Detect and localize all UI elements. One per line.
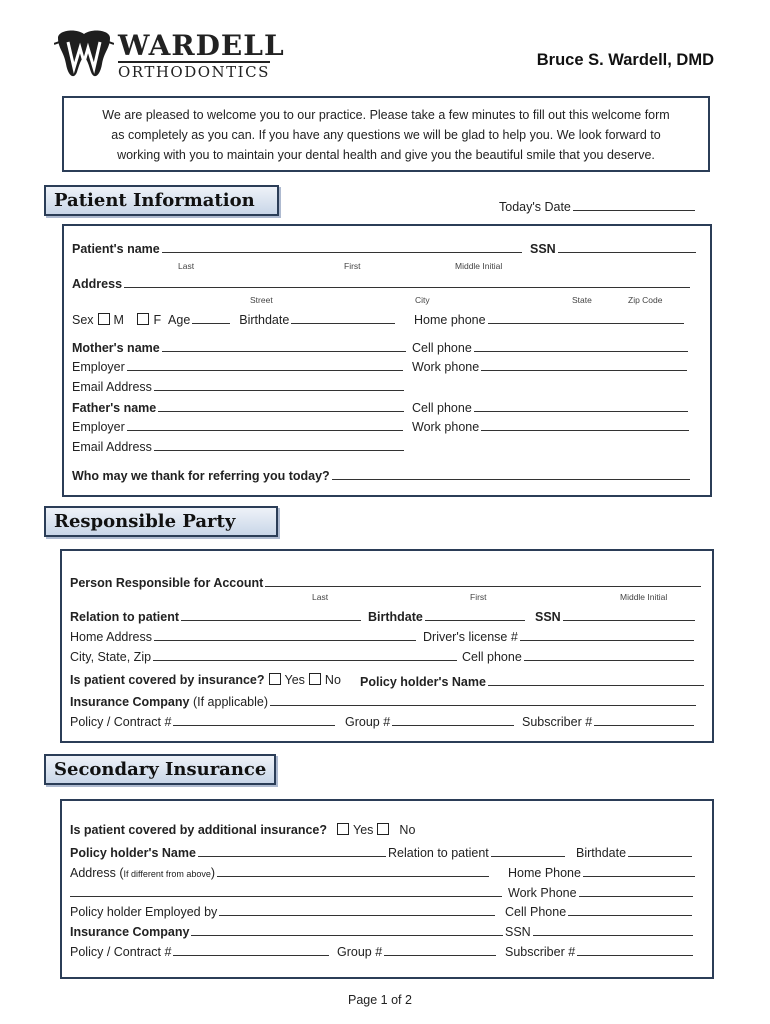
field-label: Cell phone xyxy=(462,650,522,664)
secondary-ssn-field[interactable] xyxy=(505,923,695,939)
field-label: Address ( xyxy=(70,866,124,880)
home-address-field[interactable] xyxy=(70,628,418,644)
field-label: Email Address xyxy=(72,380,152,394)
person-responsible-field[interactable] xyxy=(70,574,703,590)
group-number-field[interactable] xyxy=(345,713,516,729)
sub-label-first: First xyxy=(470,592,487,602)
drivers-license-field[interactable] xyxy=(423,628,696,644)
policy-contract-field[interactable] xyxy=(70,713,337,729)
subscriber-number-field[interactable] xyxy=(522,713,696,729)
insurance-company-field[interactable] xyxy=(70,693,698,709)
secondary-home-phone-field[interactable] xyxy=(508,864,697,880)
policy-holder-name-field[interactable] xyxy=(360,673,706,689)
secondary-insurance-company-field[interactable] xyxy=(70,923,505,939)
patient-address-field[interactable] xyxy=(72,275,692,291)
father-employer-field[interactable] xyxy=(72,418,405,434)
secondary-subscriber-field[interactable] xyxy=(505,943,695,959)
field-label: SSN xyxy=(505,925,531,939)
field-label: Policy / Contract # xyxy=(70,715,172,729)
field-label: Insurance Company xyxy=(70,925,190,939)
field-label: Birthdate xyxy=(368,610,423,624)
field-label: Home Address xyxy=(70,630,152,644)
father-work-phone-field[interactable] xyxy=(412,418,691,434)
secondary-cell-phone-field[interactable] xyxy=(505,903,694,919)
option-label: Yes xyxy=(284,673,305,687)
field-label: Birthdate xyxy=(239,313,290,327)
logo-subtitle: ORTHODONTICS xyxy=(118,63,270,81)
referral-field[interactable] xyxy=(72,467,692,483)
responsible-birthdate-field[interactable] xyxy=(368,608,527,624)
option-label: No xyxy=(399,823,416,837)
field-label: Driver's license # xyxy=(423,630,518,644)
age-input[interactable] xyxy=(192,311,230,324)
field-label: Work phone xyxy=(412,360,480,374)
secondary-insurance-heading xyxy=(44,754,276,785)
sub-label-last: Last xyxy=(312,592,329,602)
birthdate-input[interactable] xyxy=(291,311,395,324)
secondary-policy-field[interactable] xyxy=(70,943,331,959)
field-label: Policy / Contract # xyxy=(70,945,172,959)
field-label: Subscriber # xyxy=(505,945,576,959)
field-label: Who may we thank for referring you today? xyxy=(72,469,330,483)
field-label: Employer xyxy=(72,360,125,374)
sex-m-checkbox[interactable] xyxy=(98,313,110,325)
field-label: Work phone xyxy=(412,420,480,434)
covered-by-insurance-row xyxy=(70,673,341,687)
secondary-group-field[interactable] xyxy=(337,943,498,959)
field-label: Today's Date xyxy=(499,200,571,214)
patient-ssn-field[interactable] xyxy=(530,240,698,256)
insurance-yes-checkbox[interactable] xyxy=(269,673,281,685)
field-label: Insurance Company xyxy=(70,695,190,709)
father-cell-phone-field[interactable] xyxy=(412,399,690,415)
field-label: Cell phone xyxy=(412,401,472,415)
field-label: Address xyxy=(72,277,123,291)
field-label: Cell phone xyxy=(412,341,472,355)
welcome-line: as completely as you can. If you have any questions we will be glad to help you. We look forward to xyxy=(111,128,661,142)
option-label: No xyxy=(324,673,341,687)
field-label: Policy holder's Name xyxy=(360,675,486,689)
field-label: Age xyxy=(168,313,191,327)
field-label: Group # xyxy=(337,945,383,959)
field-label: SSN xyxy=(535,610,561,624)
welcome-message xyxy=(62,96,710,172)
field-label: Is patient covered by insurance? xyxy=(70,673,265,687)
logo-name: WARDELL xyxy=(118,29,285,62)
secondary-holder-name-field[interactable] xyxy=(70,844,388,860)
doctor-name: Bruce S. Wardell, DMD xyxy=(536,51,714,69)
option-label: Yes xyxy=(353,823,374,837)
additional-insurance-row xyxy=(70,823,415,837)
field-label: Relation to patient xyxy=(70,610,180,624)
responsible-party-heading xyxy=(44,506,278,537)
responsible-cell-phone-field[interactable] xyxy=(462,648,696,664)
field-label: Home Phone xyxy=(508,866,581,880)
secondary-birthdate-field[interactable] xyxy=(576,844,694,860)
sub-label-last: Last xyxy=(178,261,195,271)
mother-work-phone-field[interactable] xyxy=(412,358,689,374)
field-label: Employer xyxy=(72,420,125,434)
field-label: Work Phone xyxy=(508,886,577,900)
section-title: Secondary Insurance xyxy=(54,759,267,780)
secondary-address-line-2[interactable] xyxy=(70,884,502,900)
field-label: Birthdate xyxy=(576,846,627,860)
sex-f-checkbox[interactable] xyxy=(137,313,149,325)
field-label: Group # xyxy=(345,715,391,729)
additional-yes-checkbox[interactable] xyxy=(337,823,349,835)
option-label: M xyxy=(113,313,124,327)
field-label: SSN xyxy=(530,242,556,256)
sub-label-middle: Middle Initial xyxy=(455,261,503,271)
sub-label-street: Street xyxy=(250,295,273,305)
field-label: Policy holder Employed by xyxy=(70,905,218,919)
option-label: F xyxy=(153,313,162,327)
home-phone-field[interactable] xyxy=(414,311,686,327)
field-hint: (If applicable) xyxy=(192,695,269,709)
patient-name-field[interactable] xyxy=(72,240,524,256)
field-label: Sex xyxy=(72,313,94,327)
field-label: Mother's name xyxy=(72,341,160,355)
tooth-logo-icon xyxy=(54,28,114,82)
field-label: ) xyxy=(210,866,216,880)
secondary-relation-field[interactable] xyxy=(388,844,567,860)
field-label: Policy holder's Name xyxy=(70,846,196,860)
todays-date-field[interactable] xyxy=(499,198,697,214)
field-label: Email Address xyxy=(72,440,152,454)
page-number: Page 1 of 2 xyxy=(348,993,412,1007)
field-label: Patient's name xyxy=(72,242,160,256)
insurance-no-checkbox[interactable] xyxy=(309,673,321,685)
mother-employer-field[interactable] xyxy=(72,358,405,374)
field-label: Subscriber # xyxy=(522,715,593,729)
sex-age-row xyxy=(72,311,397,327)
field-label: Relation to patient xyxy=(388,846,489,860)
section-title: Patient Information xyxy=(54,190,255,211)
mother-cell-phone-field[interactable] xyxy=(412,339,690,355)
welcome-line: working with you to maintain your dental health and give you the beautiful smile that you deserve. xyxy=(117,148,655,162)
field-label: Is patient covered by additional insurance? xyxy=(70,823,328,837)
field-label: City, State, Zip xyxy=(70,650,152,664)
field-hint: If different from above xyxy=(123,869,211,879)
sub-label-city: City xyxy=(415,295,430,305)
field-label: Person Responsible for Account xyxy=(70,576,264,590)
sub-label-zip: Zip Code xyxy=(628,295,663,305)
secondary-work-phone-field[interactable] xyxy=(508,884,695,900)
holder-employed-by-field[interactable] xyxy=(70,903,497,919)
responsible-ssn-field[interactable] xyxy=(535,608,697,624)
father-email-field[interactable] xyxy=(72,438,406,454)
welcome-line: We are pleased to welcome you to our practice. Please take a few minutes to fill out this welcome form xyxy=(102,108,670,122)
mothers-name-field[interactable] xyxy=(72,339,408,355)
relation-to-patient-field[interactable] xyxy=(70,608,363,624)
additional-no-checkbox[interactable] xyxy=(377,823,389,835)
patient-info-heading xyxy=(44,185,279,216)
secondary-address-field[interactable] xyxy=(70,864,491,880)
mother-email-field[interactable] xyxy=(72,378,406,394)
section-title: Responsible Party xyxy=(54,511,236,532)
field-label: Father's name xyxy=(72,401,157,415)
sub-label-state: State xyxy=(572,295,592,305)
field-label: Home phone xyxy=(414,313,486,327)
city-state-zip-field[interactable] xyxy=(70,648,459,664)
fathers-name-field[interactable] xyxy=(72,399,406,415)
field-label: Cell Phone xyxy=(505,905,567,919)
sub-label-first: First xyxy=(344,261,361,271)
sub-label-middle: Middle Initial xyxy=(620,592,668,602)
